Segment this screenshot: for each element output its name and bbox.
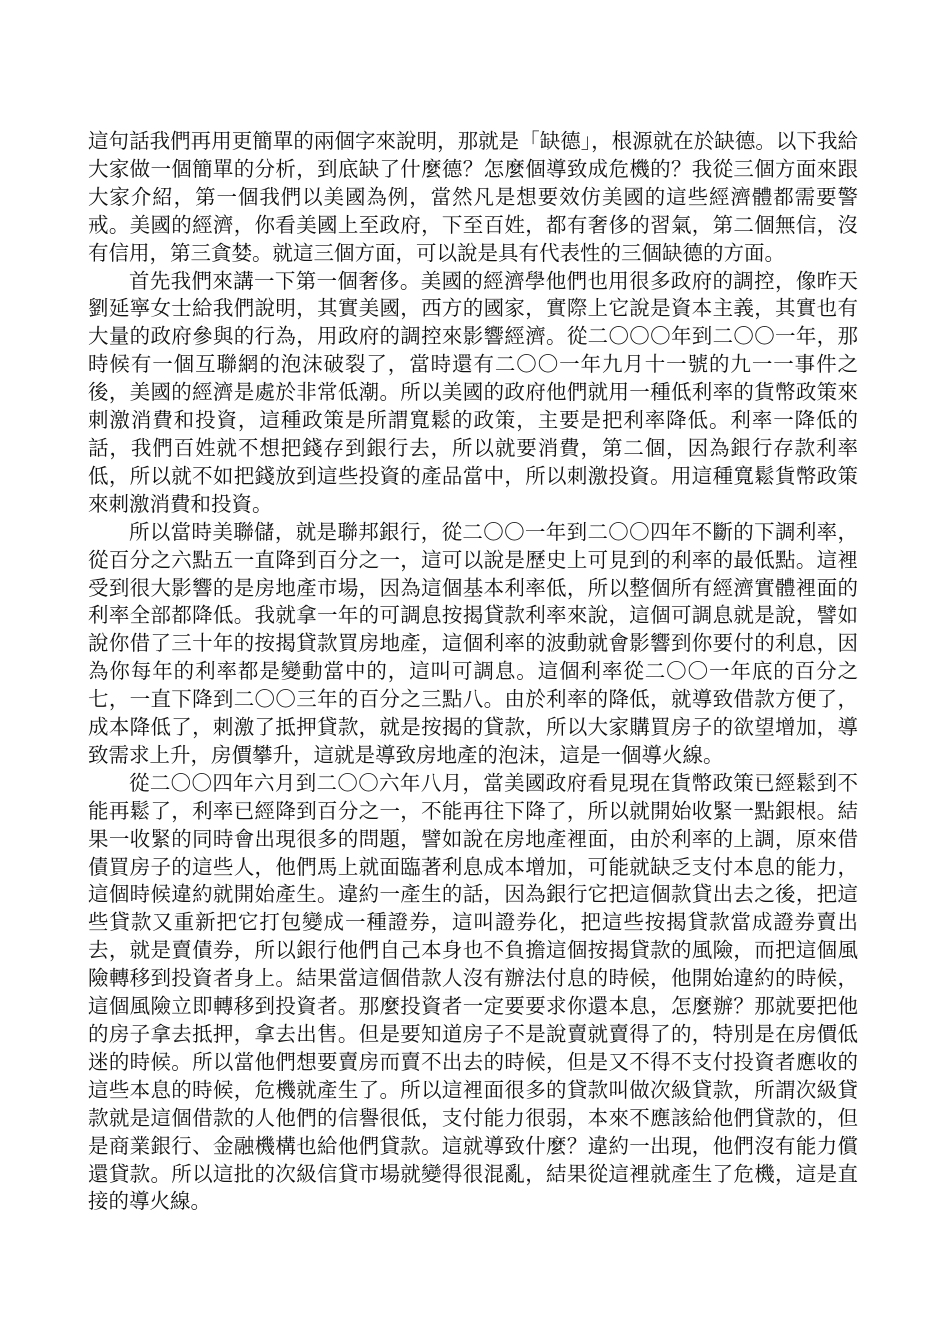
paragraph-intro: 這句話我們再用更簡單的兩個字來說明，那就是「缺德」，根源就在於缺德。以下我給大家做一個簡單的分析，到底缺了什麼德？怎麼個導致成危機的？我從三個方面來跟大家介紹，第一個我們以美國為例，當然凡是想要效仿美國的這些經濟體都需要警戒。美國的經濟，你看美國上至政府，下至百姓，都有奢侈的習氣，第二個無信，沒有信用，第三貪婪。就這三個方面，可以說是具有代表性的三個缺德的方面。: [88, 129, 858, 265]
paragraph-fed-rate-cuts: 所以當時美聯儲，就是聯邦銀行，從二〇〇一年到二〇〇四年不斷的下調利率，從百分之六點五一直降到百分之一，這可以說是歷史上可見到的利率的最低點。這裡受到很大影響的是房地產市場，因為這個基本利率低，所以整個所有經濟實體裡面的利率全部都降低。我就拿一年的可調息按揭貸款利率來說，這個可調息就是說，譬如說你借了三十年的按揭貸款買房地產，這個利率的波動就會影響到你要付的利息，因為你每年的利率都是變動當中的，這叫可調息。這個利率從二〇〇一年底的百分之七，一直下降到二〇〇三年的百分之三點八。由於利率的降低，就導致借款方便了，成本降低了，刺激了抵押貸款，就是按揭的貸款，所以大家購買房子的欲望增加，導致需求上升，房價攀升，這就是導致房地產的泡沫，這是一個導火線。: [88, 519, 858, 767]
paragraph-extravagance: 首先我們來講一下第一個奢侈。美國的經濟學他們也用很多政府的調控，像昨天劉延寧女士給我們說明，其實美國，西方的國家，實際上它說是資本主義，其實也有大量的政府參與的行為，用政府的調控來影響經濟。從二〇〇〇年到二〇〇一年，那時候有一個互聯網的泡沫破裂了，當時還有二〇〇一年九月十一號的九一一事件之後，美國的經濟是處於非常低潮。所以美國的政府他們就用一種低利率的貨幣政策來刺激消費和投資，這種政策是所謂寬鬆的政策，主要是把利率降低。利率一降低的話，我們百姓就不想把錢存到銀行去，所以就要消費，第二個，因為銀行存款利率低，所以就不如把錢放到這些投資的產品當中，所以刺激投資。用這種寬鬆貨幣政策來刺激消費和投資。: [88, 268, 858, 516]
paragraph-subprime-crisis: 從二〇〇四年六月到二〇〇六年八月，當美國政府看見現在貨幣政策已經鬆到不能再鬆了，利率已經降到百分之一，不能再往下降了，所以就開始收緊一點銀根。結果一收緊的同時會出現很多的問題，譬如說在房地產裡面，由於利率的上調，原來借債買房子的這些人，他們馬上就面臨著利息成本增加，可能就缺乏支付本息的能力，這個時候違約就開始產生。違約一產生的話，因為銀行它把這個款貸出去之後，把這些貸款又重新把它打包變成一種證券，這叫證券化，把這些按揭貸款當成證券賣出去，就是賣債券，所以銀行他們自己本身也不負擔這個按揭貸款的風險，而把這個風險轉移到投資者身上。結果當這個借款人沒有辦法付息的時候，他開始違約的時候，這個風險立即轉移到投資者。那麼投資者一定要要求你還本息，怎麼辦？那就要把他的房子拿去抵押，拿去出售。但是要知道房子不是說賣就賣得了的，特別是在房價低迷的時候。所以當他們想要賣房而賣不出去的時候，但是又不得不支付投資者應收的這些本息的時候，危機就產生了。所以這裡面很多的貸款叫做次級貸款，所謂次級貸款就是這個借款的人他們的信譽很低，支付能力很弱，本來不應該給他們貸款的，但是商業銀行、金融機構也給他們貸款。這就導致什麼？違約一出現，他們沒有能力償還貸款。所以這批的次級信貸市場就變得很混亂，結果從這裡就產生了危機，這是直接的導火線。: [88, 770, 858, 1214]
document-page: [88, 128, 858, 1216]
